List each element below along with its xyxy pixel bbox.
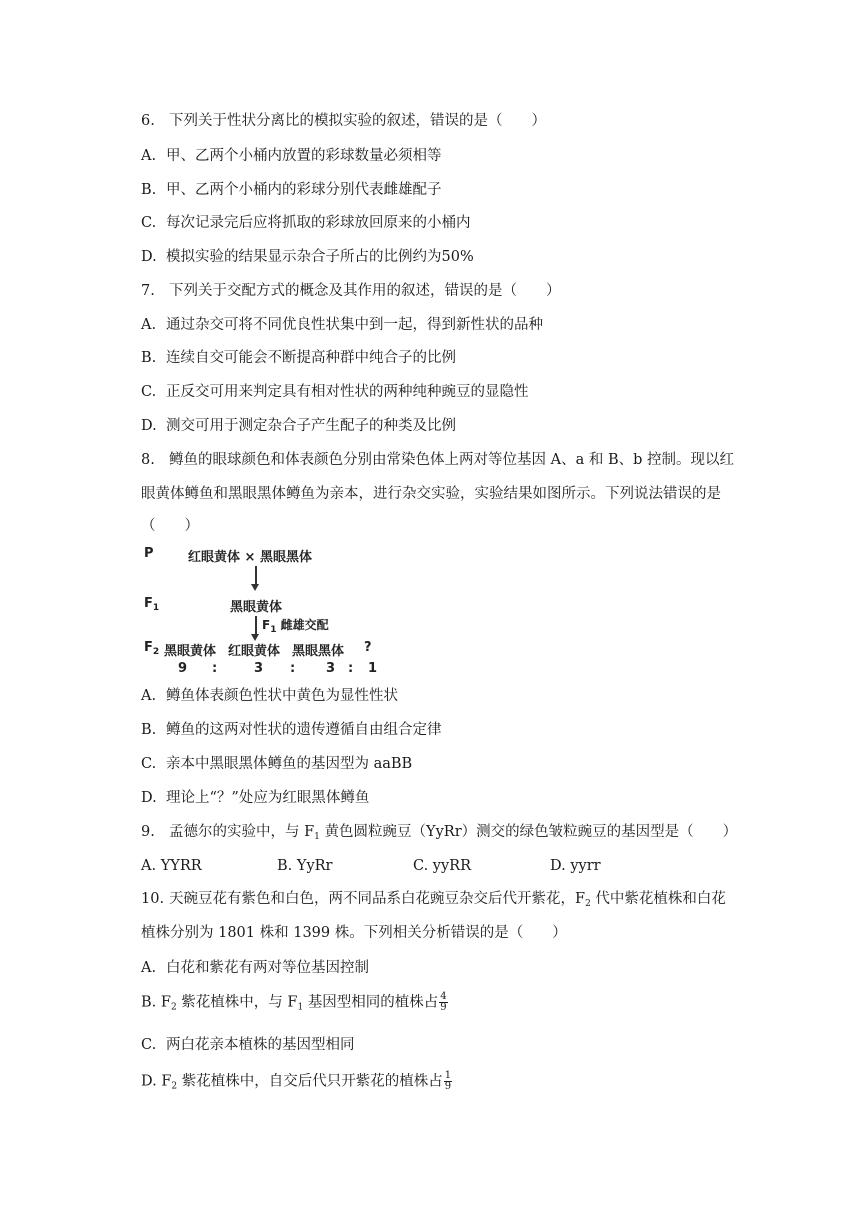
question-9-option-b: B. YyRr [277,858,333,874]
question-7-stem [141,281,561,301]
question-10-stem-line1: 10. 天碗豆花有紫色和白色，两不同品系白花豌豆杂交后代开紫花，$F_2$ 代中紫花植株和白花 [141,891,726,909]
ratio-value: 1 [368,661,378,676]
ratio-separator: : [290,661,296,676]
question-text: 鳟鱼的眼球颜色和体表颜色分别由常染色体上两对等位基因 A、a 和 B、b 控制。现以红 [169,452,734,468]
fraction: $\frac{1}{9}$ [444,1070,452,1092]
arrow-f1-to-f2 [255,616,257,636]
question-8-stem-line3: （ ） [141,518,199,534]
parent-cross-text: 红眼黄体 × 黑眼黑体 [188,550,312,565]
question-8-option-b: B. 鳟鱼的这两对性状的遗传遵循自由组合定律 [141,722,442,738]
question-8-stem-line2: 眼黄体鳟鱼和黑眼黑体鳟鱼为亲本，进行杂交实验，实验结果如图所示。下列说法错误的是 [141,486,721,502]
question-text: 下列关于性状分离比的模拟实验的叙述，错误的是（ ） [169,113,546,129]
question-8-option-c: C. 亲本中黑眼黑体鳟鱼的基因型为 aaBB [141,756,413,772]
question-6-option-a: A. 甲、乙两个小桶内放置的彩球数量必须相等 [141,148,442,164]
question-7-option-c: C. 正反交可用来判定具有相对性状的两种纯种豌豆的显隐性 [141,384,529,400]
question-9-option-d: D. yyrr [550,858,601,874]
genetic-cross-diagram [138,540,408,680]
ratio-value: 9 [178,661,188,676]
question-10-option-a: A. 白花和紫花有两对等位基因控制 [141,960,369,976]
question-6-option-c: C. 每次记录完后应将抓取的彩球放回原来的小桶内 [141,215,471,231]
question-10-option-b: B. $F_2$ 紫花植株中，与 $F_1$ 基因型相同的植株占 $\frac{4}{9}$ [141,991,447,1013]
question-10-stem-line2: 植株分别为 1801 株和 1399 株。下列相关分析错误的是（ ） [141,925,567,941]
fraction: $\frac{4}{9}$ [440,991,447,1013]
question-7-option-b: B. 连续自交可能会不断提高种群中纯合子的比例 [141,350,456,366]
question-6-stem [141,111,546,131]
ratio-separator: : [348,661,354,676]
f2-phenotype-unknown: ? [364,640,372,655]
question-text: 下列关于交配方式的概念及其作用的叙述，错误的是（ ） [169,283,561,299]
question-6-option-b: B. 甲、乙两个小桶内的彩球分别代表雌雄配子 [141,182,442,198]
question-8-option-d: D. 理论上“？”处应为红眼黑体鳟鱼 [141,790,370,806]
f2-phenotype: 黑眼黄体 [164,644,217,659]
question-number: 10. [141,891,165,907]
question-10-option-d: D. $F_2$ 紫花植株中，自交后代只开紫花的植株占 $\frac{1}{9}$ [141,1070,452,1092]
f1-mating-note: $F_1$ 雌雄交配 [262,618,329,635]
question-number: 8. [141,452,155,468]
p-generation-label: P [144,546,154,561]
f1-generation-label: $F_1$ [144,596,160,613]
question-9-stem: 9. 孟德尔的实验中，与 $F_1$ 黄色圆粒豌豆（YyRr）测交的绿色皱粒豌豆的基因型是（ ） [141,824,738,842]
f2-phenotype: 黑眼黑体 [292,644,345,659]
question-number: 9. [141,824,155,840]
question-9-option-c: C. yyRR [413,858,472,874]
f2-phenotype: 红眼黄体 [228,644,281,659]
ratio-separator: : [212,661,218,676]
question-8-stem-line1 [141,450,734,470]
question-6-option-d: D. 模拟实验的结果显示杂合子所占的比例约为50% [141,249,474,265]
question-8-option-a: A. 鳟鱼体表颜色性状中黄色为显性性状 [141,688,398,704]
question-7-option-d: D. 测交可用于测定杂合子产生配子的种类及比例 [141,418,456,434]
f1-phenotype: 黑眼黄体 [230,600,283,615]
question-number: 7. [141,283,155,299]
f2-generation-label: $F_2$ [144,640,160,657]
ratio-value: 3 [254,661,264,676]
arrow-head-icon [251,584,259,591]
arrow-p-to-f1 [255,566,257,586]
ratio-value: 3 [326,661,336,676]
question-7-option-a: A. 通过杂交可将不同优良性状集中到一起，得到新性状的品种 [141,317,543,333]
question-9-option-a: A. YYRR [141,858,202,874]
question-number: 6. [141,113,155,129]
question-10-option-c: C. 两白花亲本植株的基因型相同 [141,1037,355,1053]
